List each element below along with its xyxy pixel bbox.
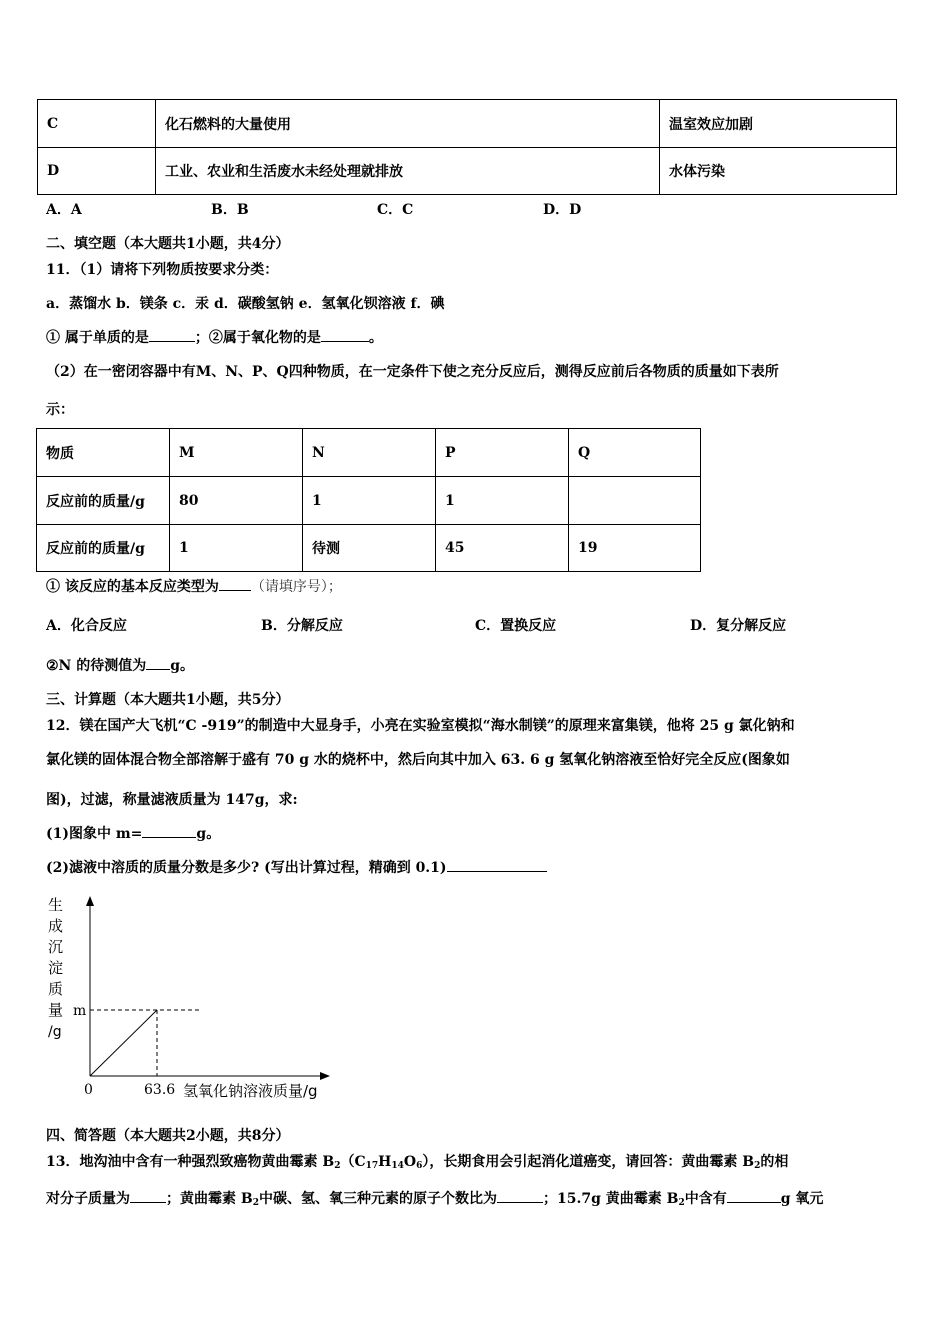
blank-label: ① 属于单质的是 <box>46 330 149 346</box>
option-a: A．A <box>46 202 82 218</box>
text-run: 中碳、氢、氧三种元素的原子个数比为 <box>258 1191 497 1207</box>
table-cell: 化石燃料的大量使用 <box>156 100 660 148</box>
blank-label: ① 该反应的基本反应类型为 <box>46 579 219 595</box>
table-cell: 工业、农业和生活废水未经处理就排放 <box>156 148 660 195</box>
table-cell: 19 <box>569 525 701 572</box>
question-text: 示： <box>46 402 74 418</box>
series-line <box>90 1010 157 1076</box>
table-row <box>37 525 701 572</box>
text-run: 中含有 <box>684 1191 727 1207</box>
subscript: 2 <box>754 1161 761 1171</box>
y-label-char: 生 <box>48 896 64 914</box>
table-cell: 水体污染 <box>660 148 897 195</box>
table-cell: 80 <box>170 477 303 525</box>
text-run: （C <box>340 1154 366 1170</box>
y-label-char: 量 <box>48 1001 64 1019</box>
question-text <box>46 327 383 347</box>
answer-blank <box>321 329 369 342</box>
option-c: C．置换反应 <box>475 618 557 634</box>
table-row <box>38 100 897 148</box>
x-axis-label: 氢氧化钠溶液质量/g <box>183 1082 318 1100</box>
blank-label: (2)滤液中溶质的质量分数是多少? (写出计算过程，精确到 0.1) <box>46 860 447 876</box>
text-run: ；黄曲霉素 B <box>166 1191 253 1207</box>
text-run: g 氧元 <box>780 1191 824 1207</box>
answer-blank <box>497 1190 543 1203</box>
question-text: a．蒸馏水 b．镁条 c．汞 d．碳酸氢钠 e．氢氧化钡溶液 f．碘 <box>46 296 445 312</box>
text-run: H <box>378 1154 392 1170</box>
blank-label: ；②属于氧化物的是 <box>194 330 321 346</box>
x-axis-arrow <box>320 1072 330 1080</box>
answer-blank <box>219 578 251 591</box>
question-text: 12．镁在国产大飞机“C -919”的制造中大显身手，小亮在实验室模拟“海水制镁”的原理来富集镁，他将 25 g 氯化钠和 <box>46 718 795 734</box>
answer-blank <box>130 1190 166 1203</box>
table-cell: 1 <box>303 477 436 525</box>
table-row <box>37 429 701 477</box>
table-cell: 待测 <box>303 525 436 572</box>
y-label-char: 沉 <box>48 938 64 956</box>
section-title: 四、简答题（本大题共2小题，共8分） <box>46 1128 290 1144</box>
subscript: 2 <box>678 1198 685 1208</box>
precipitate-graph <box>40 890 350 1105</box>
section-title: 三、计算题（本大题共1小题，共5分） <box>46 692 290 708</box>
option-a: A．化合反应 <box>46 618 127 634</box>
answer-blank <box>727 1190 781 1203</box>
table-cell: 反应前的质量/g <box>37 477 170 525</box>
table-cell: 1 <box>170 525 303 572</box>
text-run: ；15.7g 黄曲霉素 B <box>542 1191 679 1207</box>
y-axis-arrow <box>86 896 94 906</box>
blank-label: (1)图象中 m= <box>46 826 143 842</box>
question-text <box>46 823 220 843</box>
table-cell: 45 <box>436 525 569 572</box>
top-table <box>37 99 897 195</box>
subscript: 2 <box>252 1198 259 1208</box>
question-text: （2）在一密闭容器中有M、N、P、Q四种物质，在一定条件下使之充分反应后，测得反应前后各物质的质量如下表所 <box>46 364 779 380</box>
table-cell <box>569 477 701 525</box>
subscript: 6 <box>416 1161 423 1171</box>
mass-table <box>36 428 701 572</box>
answer-blank <box>149 329 195 342</box>
option-b: B．分解反应 <box>261 618 343 634</box>
table-header: P <box>436 429 569 477</box>
blank-label: 。 <box>368 330 383 346</box>
y-label-char: 淀 <box>48 959 64 977</box>
blank-label: ②N 的待测值为 <box>46 658 147 674</box>
subscript: 17 <box>365 1161 379 1171</box>
question-text: 图)，过滤，称量滤液质量为 147g，求: <box>46 792 298 808</box>
answer-blank <box>142 825 196 838</box>
answer-blank <box>447 859 547 872</box>
x-tick-label: 63.6 <box>144 1082 176 1098</box>
question-text: 氯化镁的固体混合物全部溶解于盛有 70 g 水的烧杯中，然后向其中加入 63. 6 g 氢氧化钠溶液至恰好完全反应(图象如 <box>46 752 790 768</box>
y-label-char: 成 <box>48 917 64 935</box>
blank-label: g。 <box>196 826 221 842</box>
table-header: M <box>170 429 303 477</box>
table-header: Q <box>569 429 701 477</box>
table-cell: D <box>38 148 156 195</box>
hint-text: （请填序号）； <box>250 579 342 595</box>
m-tick-label: m <box>73 1003 87 1019</box>
table-cell: 反应前的质量/g <box>37 525 170 572</box>
section-title: 二、填空题（本大题共1小题，共4分） <box>46 236 290 252</box>
option-c: C．C <box>377 202 414 218</box>
y-unit-label: /g <box>48 1024 62 1040</box>
question-text <box>46 1151 788 1171</box>
question-text <box>46 655 194 675</box>
table-cell: 温室效应加剧 <box>660 100 897 148</box>
y-label-char: 质 <box>48 980 64 998</box>
text-run: 13．地沟油中含有一种强烈致癌物黄曲霉素 B <box>46 1154 335 1170</box>
table-header: 物质 <box>37 429 170 477</box>
option-d: D．复分解反应 <box>690 618 787 634</box>
question-text: 11．（1）请将下列物质按要求分类： <box>46 262 279 278</box>
answer-blank <box>146 657 170 670</box>
blank-label: g。 <box>170 658 195 674</box>
option-d: D．D <box>543 202 582 218</box>
option-b: B．B <box>211 202 249 218</box>
text-run: 的相 <box>760 1154 789 1170</box>
question-text <box>46 857 547 877</box>
text-run: ），长期食用会引起消化道癌变，请回答：黄曲霉素 B <box>422 1154 755 1170</box>
origin-label: 0 <box>84 1082 93 1098</box>
question-text <box>46 1188 823 1208</box>
subscript: 14 <box>391 1161 404 1171</box>
text-run: 对分子质量为 <box>46 1191 130 1207</box>
table-row <box>38 148 897 195</box>
table-row <box>37 477 701 525</box>
table-cell: 1 <box>436 477 569 525</box>
table-header: N <box>303 429 436 477</box>
text-run: O <box>403 1154 417 1170</box>
subscript: 2 <box>334 1161 341 1171</box>
question-text <box>46 576 342 596</box>
table-cell: C <box>38 100 156 148</box>
